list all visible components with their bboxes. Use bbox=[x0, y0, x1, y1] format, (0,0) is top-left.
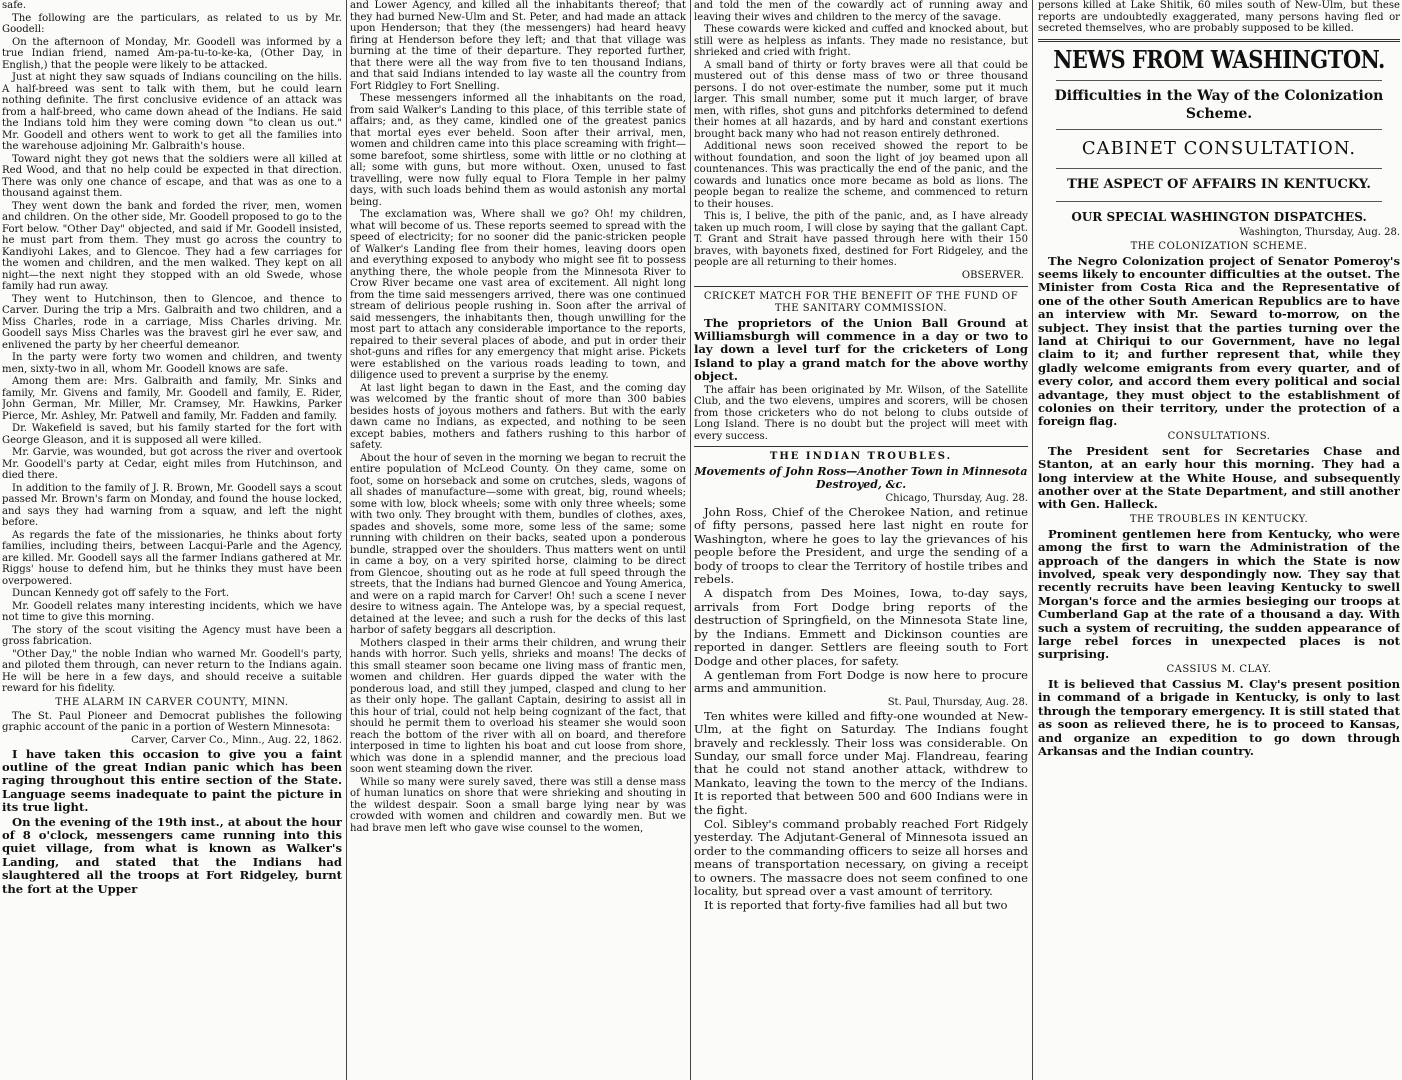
column-rule bbox=[690, 0, 691, 1080]
col1-paragraph: On the afternoon of Monday, Mr. Goodell was informed by a true Indian friend, named Am-pa-tu-to-ke-ka, (Other Day, in English,) that the people were likely to be attacked. bbox=[2, 36, 342, 71]
banner-kentucky: THE ASPECT OF AFFAIRS IN KENTUCKY. bbox=[1067, 176, 1371, 192]
col1-paragraph: In addition to the family of J. R. Brown, Mr. Goodell says a scout passed Mr. Brown's farm on Monday, and found the house locked, and says they had warning from a squaw, and left the night before. bbox=[2, 482, 342, 528]
section-heading-colonization: THE COLONIZATION SCHEME. bbox=[1130, 240, 1308, 252]
col2-paragraph: Mothers clasped in their arms their children, and wrung their hands with horror. Such yells, shrieks and moans! The decks of this small steamer soon became one living mass of frantic men, women and children. Her guards dipped the water with the ponderous load, and still they jumped, clasped and clung to her as their only hope. The gallant Captain, desiring to assist all in this hour of trial, could not help being cognizant of the fact, that should he permit them to overload his steamer she would soon reach the bottom of the river with all on board, and therefore interposed in time to lighten his boat and cut loose from shore, which was done in a splendid manner, and the precious load soon went steaming down the river. bbox=[350, 637, 686, 775]
col2-paragraph: The exclamation was, Where shall we go? Oh! my children, what will become of us. These reports seemed to spread with the speed of electricity; for no sooner did the panic-stricken people of Walker's Landing flee from their homes, leaving doors open and everything exposed to anybody who might see fit to possess anything there, the whole people from the Minnesota River to Crow River became one vast area of excitement. All night long from the time said messengers arrived, there was one continued stream of delirious people rushing in. Soon after the arrival of said messengers, the inhabitants then, though unwilling for the most part to attach any considerable importance to the reports, repaired to their several places of abode, and put in order their shot-guns and rifles for any emergency that might arise. Pickets were established on the various roads leading to town, and diligence used to prevent a surprise by the enemy. bbox=[350, 209, 686, 381]
col1-paragraph: They went to Hutchinson, then to Glencoe, and thence to Carver. During the trip a Mrs. Galbraith and two children, and a Miss Charles, rode in a carriage, Miss Charles driving. Mr. Goodell says Miss Charles was the bravest girl he ever saw, and enlivened the party by her cheerful demeanor. bbox=[2, 293, 342, 351]
section-heading-clay: CASSIUS M. CLAY. bbox=[1166, 663, 1272, 675]
banner-colonization: Difficulties in the Way of the Colonization Scheme. bbox=[1054, 87, 1384, 122]
section-heading-consultations: CONSULTATIONS. bbox=[1167, 430, 1271, 442]
col1-paragraph: As regards the fate of the missionaries, he thinks about forty families, including theirs, between Lacqui-Parle and the Agency, are killed. Mr. Goodell says all the farmer Indians gathered at Mr. Riggs' house to defend him, but he thinks they must have been overpowered. bbox=[2, 529, 342, 587]
col1-paragraph: In the party were forty two women and children, and twenty men, sixty-two in all, whom Mr. Goodell knows are safe. bbox=[2, 352, 342, 375]
col1-paragraph: "Other Day," the noble Indian who warned Mr. Goodell's party, and piloted them through, can never return to the Indians again. He will be here in a few days, and should receive a suitable reward for his fidelity. bbox=[2, 648, 342, 694]
section-heading-alarm: THE ALARM IN CARVER COUNTY, MINN. bbox=[55, 696, 289, 708]
dateline-chicago: Chicago, Thursday, Aug. 28. bbox=[885, 493, 1028, 505]
col1-paragraph: I have taken this occasion to give you a faint outline of the great Indian panic which has been raging throughout this entire section of the State. Language seems inadequate to paint the picture in its true light. bbox=[2, 746, 342, 815]
section-divider bbox=[1038, 39, 1400, 42]
col3-paragraph: The proprietors of the Union Ball Ground at Williamsburgh will commence in a day or two to lay down a level turf for the cricketers of Long Island to play a grand match for the above worthy object. bbox=[694, 315, 1028, 384]
banner-cabinet: CABINET CONSULTATION. bbox=[1081, 137, 1357, 159]
col3-paragraph: Additional news soon received showed the report to be without foundation, and soon the light of joy beamed upon all countenances. This was practically the end of the panic, and the cowards and lunatics once more became as bold as lions. The people began to realize the scheme, and commenced to return to their houses. bbox=[694, 141, 1028, 210]
col3-paragraph: John Ross, Chief of the Cherokee Nation, and retinue of fifty persons, passed here last night en route for Washington, where he goes to lay the grievances of his people before the President, and urge the sending of a body of troops to clear the Territory of hostile tribes and rebels. bbox=[694, 505, 1028, 587]
col2-paragraph: At last light began to dawn in the East, and the coming day was welcomed by the frantic shout of more than 300 babies besides hosts of joyous mothers and fathers. But with the early dawn came no Indians, as expected, and nothing to be seen except babies, mothers and fathers rushing to this harbor of safety. bbox=[350, 382, 686, 451]
col1-paragraph: Toward night they got news that the soldiers were all killed at Red Wood, and that no help could be expected in that direction. There was only one chance of escape, and that was as one to a thousand against them. bbox=[2, 153, 342, 199]
col1-paragraph: Mr. Garvie, was wounded, but got across the river and overtook Mr. Goodell's party at Cedar, eight miles from Hutchinson, and died there. bbox=[2, 447, 342, 481]
column-3 bbox=[694, 0, 1028, 1080]
col3-paragraph: Col. Sibley's command probably reached Fort Ridgely yesterday. The Adjutant-General of Minnesota issued an order to the commanding officers to seize all horses and means of transportation necessary, on giving a receipt to owners. The massacre does not seem confined to one locality, but spread over a vast amount of territory. bbox=[694, 816, 1028, 898]
col3-paragraph: It is reported that forty-five families had all but two bbox=[704, 898, 1008, 913]
col4-paragraph: Prominent gentlemen here from Kentucky, who were among the first to warn the Administration of the approach of the dangers in which the State is now involved, speak very despondingly now. They say that recently recruits have been leaving Kentucky to swell Morgan's force and the armies besieging our troops at Cumberland Gap at the rate of a thousand a day. With such a system of recruiting, the sudden appearance of large rebel forces in unexpected places is not surprising. bbox=[1038, 526, 1400, 662]
section-divider bbox=[1056, 129, 1382, 130]
column-rule bbox=[346, 0, 347, 1080]
col1-paragraph: They went down the bank and forded the river, men, women and children. On the other side, Mr. Goodell proposed to go to the Fort below. "Other Day" objected, and said if Mr. Goodell insisted, he must part from them. They must go across the country to Kandiyohi Lakes, and to Glencoe. They had a few carriages for the women and children, and the men walked. They kept on all night—the next night they stopped with an old Swede, whose family had run away. bbox=[2, 200, 342, 292]
col2-paragraph: These messengers informed all the inhabitants on the road, from said Walker's Landing to this place, of this terrible state of affairs; and, as they came, kindled one of the greatest panics that mortal eyes ever beheld. Soon after their arrival, men, women and children came into this place screaming with fright—some barefoot, some shirtless, some with little or no clothing at all; some with guns, but more without. Oxen, unused to fast travelling, were now fully equal to Flora Temple in her palmy days, with such loads behind them as would astonish any mortal being. bbox=[350, 93, 686, 208]
section-divider bbox=[1056, 201, 1382, 202]
col2-paragraph: About the hour of seven in the morning we began to recruit the entire population of McLeod County. On they came, some on foot, some on horseback and some on crutches, sleds, wagons of all shades of manufacture—some with great, big, round wheels; some with low, block wheels; some with only three wheels; some with two only. They brought with them, bundles of clothes, axes, spades and shovels, some more, some less of the same; some running with children on their backs, seated upon a ponderous bundle, strapped over the shoulders. Thus matters went on until in came a boy, on a very spirited horse, claiming to be direct from Glencoe, shouting out as he rode at full speed through the streets, that the Indians had burned Glencoe and Young America, and were on a rapid march for Carver! Oh! such a scene I never desire to witness again. The Antelope was, by a special request, detained at the levee; and such a rush for the decks of this last harbor of safety beggars all description. bbox=[350, 452, 686, 636]
dateline-st-paul: St. Paul, Thursday, Aug. 28. bbox=[887, 696, 1028, 708]
col1-paragraph: Dr. Wakefield is saved, but his family started for the fort with George Gleason, and it is supposed all were killed. bbox=[2, 423, 342, 446]
dateline-washington: Washington, Thursday, Aug. 28. bbox=[1239, 226, 1400, 238]
column-4 bbox=[1038, 0, 1400, 1080]
col1-paragraph: Just at night they saw squads of Indians counciling on the hills. A half-breed was sent to talk with them, but he could learn nothing definite. The first conclusive evidence of an attack was from a half-breed, who came down ahead of the Indians. He said the Indians told him they were coming down "to clean us out." Mr. Goodell and others went to work to get all the families into the warehouse adjoining Mr. Galbraith's house. bbox=[2, 72, 342, 152]
column-2 bbox=[350, 0, 686, 1080]
col3-paragraph: A dispatch from Des Moines, Iowa, to-day says, arrivals from Fort Dodge bring reports of the destruction of Springfield, on the Minnesota State line, by the Indians. Emmett and Dickinson counties are reported in danger. Settlers are fleeing south to Fort Dodge and other places, for safety. bbox=[694, 586, 1028, 668]
section-divider bbox=[694, 446, 1028, 447]
col1-paragraph: The story of the scout visiting the Agency must have been a gross fabrication. bbox=[2, 624, 342, 647]
col3-paragraph: A small band of thirty or forty braves were all that could be mustered out of this dense mass of two or three thousand persons. I do not over-estimate the number, some put it much larger. This small number, some put it much larger, of brave men, with rifles, shot guns and pitchforks determined to defend their homes at all hazards, and by hard and constant exertions brought back many who had not reason entirely dethroned. bbox=[694, 59, 1028, 140]
col3-paragraph: The affair has been originated by Mr. Wilson, of the Satellite Club, and the two elevens, umpires and scorers, will be chosen from those cricketers who do not belong to clubs outside of Long Island. There is no doubt but the project will meet with every success. bbox=[694, 384, 1028, 442]
col1-paragraph: On the evening of the 19th inst., at about the hour of 8 o'clock, messengers came running into this quiet village, from what is known as Walker's Landing, and stated that the Indians had slaughtered all the troops at Fort Ridgeley, burnt the fort at the Upper bbox=[2, 814, 342, 896]
col3-paragraph: A gentleman from Fort Dodge is now here to procure arms and ammunition. bbox=[694, 667, 1028, 696]
section-divider bbox=[694, 286, 1028, 287]
col4-paragraph: The President sent for Secretaries Chase and Stanton, at an early hour this morning. They had a long interview at the White House, and subsequently another over at the State Department, and still another with Gen. Halleck. bbox=[1038, 443, 1400, 512]
col1-paragraph: Duncan Kennedy got off safely to the Fort. bbox=[12, 588, 230, 599]
col3-paragraph: These cowards were kicked and cuffed and knocked about, but still were as helpless as infants. They made no resistance, but shrieked and cried with fright. bbox=[694, 24, 1028, 58]
col1-top-fragment: safe. bbox=[2, 0, 27, 11]
col4-top-paragraph: persons killed at Lake Shitik, 60 miles south of New-Ulm, but these reports are undoubtedly exaggerated, many persons having fled or secreted themselves, who are probably supposed to be killed. bbox=[1038, 0, 1400, 34]
subheading-indian: Movements of John Ross—Another Town in Minnesota Destroyed, &c. bbox=[694, 465, 1028, 492]
col2-paragraph: and Lower Agency, and killed all the inhabitants thereof; that they had burned New-Ulm and St. Peter, and had made an attack upon Henderson; that they (the messengers) had heard heavy firing at Henderson before they left; and that that village was burning at the time of their departure. They reported further, that there were all the way from five to ten thousand Indians, and that said Indians intended to lay waste all the country from Fort Ridgley to Fort Snelling. bbox=[350, 0, 686, 92]
col3-paragraph: Ten whites were killed and fifty-one wounded at New-Ulm, at the fight on Saturday. The Indians fought bravely and recklessly. Their loss was considerable. On Sunday, our small force under Maj. Flandreau, fearing that he could not stand another attack, withdrew to Mankato, leaving the town to the mercy of the Indians. It is reported that between 500 and 600 Indians were in the fight. bbox=[694, 708, 1028, 817]
col1-paragraph: The St. Paul Pioneer and Democrat publishes the following graphic account of the panic in a portion of Western Minnesota: bbox=[2, 710, 342, 733]
col2-paragraph: While so many were surely saved, there was still a dense mass of human lunatics on shore that were shrieking and shouting in the wildest despair. Soon a small barge lying near by was crowded with women and children and cowardly men. But we had brave men left who gave wise counsel to the women, bbox=[350, 776, 686, 834]
col4-paragraph: The Negro Colonization project of Senator Pomeroy's seems likely to encounter difficulties at the outset. The Minister from Costa Rica and the Representative of one of the other South American Republics are to have an interview with Mr. Seward to-morrow, on the subject. They insist that the parties turning over the land at Chiriqui to our Government, have no legal claim to it; and further represent that, while they gladly welcome emigrants from every quarter, and of every color, and accord them every political and social advantage, they must object to the establishment of colonies on their territory, under the protection of a foreign flag. bbox=[1038, 253, 1400, 429]
section-heading-kentucky: THE TROUBLES IN KENTUCKY. bbox=[1129, 513, 1309, 525]
section-heading-indian: THE INDIAN TROUBLES. bbox=[769, 451, 953, 463]
col4-paragraph: It is believed that Cassius M. Clay's present position in command of a brigade in Kentucky, is only to last through the temporary emergency. It is still stated that as soon as relieved there, he is to proceed to Kansas, and organize an expedition to go down through Arkansas and the Indian country. bbox=[1038, 676, 1400, 758]
section-divider bbox=[1056, 168, 1382, 169]
banner-news-from-washington: NEWS FROM WASHINGTON. bbox=[1053, 44, 1385, 74]
section-heading-cricket: CRICKET MATCH FOR THE BENEFIT OF THE FUND OF THE SANITARY COMMISSION. bbox=[703, 290, 1019, 314]
col1-paragraph: The following are the particulars, as related to us by Mr. Goodell: bbox=[2, 12, 342, 35]
col1-paragraph: Among them are: Mrs. Galbraith and family, Mr. Sinks and family, Mr. Givens and family, Mr. Goodell and family, E. Rider, John German, Mr. Miller, Mr. Cramsey, Mr. Hawkins, Parker Pierce, Mr. Ashley, Mr. Patwell and family, Mr. Fadden and family. bbox=[2, 376, 342, 422]
col3-paragraph: and told the men of the cowardly act of running away and leaving their wives and children to the mercy of the savage. bbox=[694, 0, 1028, 23]
section-divider bbox=[1056, 80, 1382, 81]
banner-dispatches: OUR SPECIAL WASHINGTON DISPATCHES. bbox=[1071, 209, 1367, 224]
dateline-carver: Carver, Carver Co., Minn., Aug. 22, 1862. bbox=[131, 734, 342, 746]
col3-paragraph: This is, I belive, the pith of the panic, and, as I have already taken up much room, I will close by saying that the gallant Capt. T. Grant and Strait have passed through here with their 150 braves, with bayonets fixed, destined for Fort Ridgeley, and the people are all returning to their homes. bbox=[694, 211, 1028, 268]
signature-observer: OBSERVER. bbox=[961, 269, 1024, 281]
column-1 bbox=[2, 0, 342, 1080]
column-rule bbox=[1032, 0, 1033, 1080]
col1-paragraph: Mr. Goodell relates many interesting incidents, which we have not time to give this morning. bbox=[2, 600, 342, 623]
